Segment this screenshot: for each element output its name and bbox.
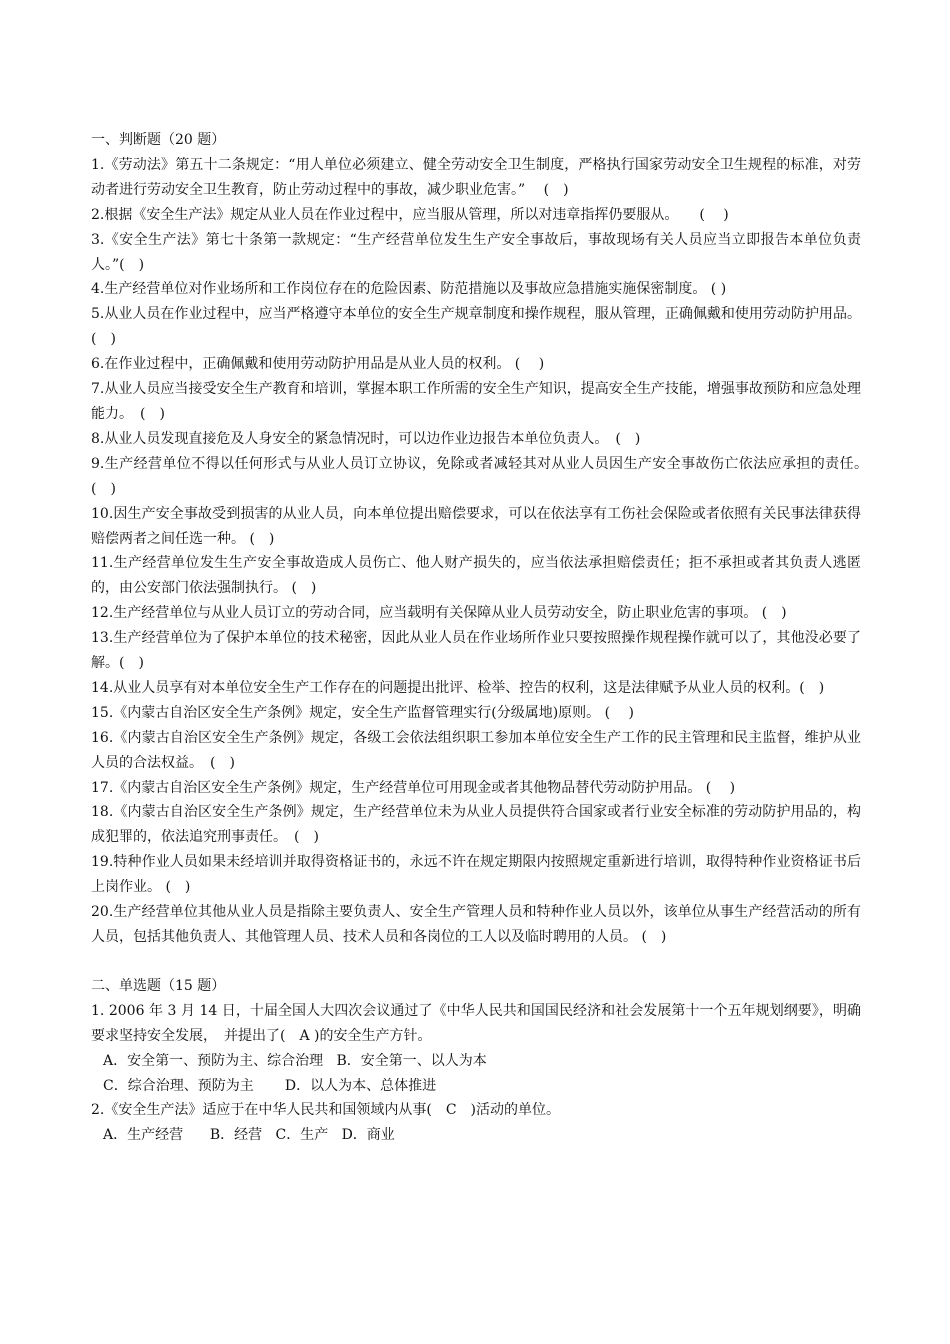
judgment-question-3: 3.《安全生产法》第七十条第一款规定：“生产经营单位发生生产安全事故后，事故现场有关人员应当立即报告本单位负责人。”( ) xyxy=(91,231,861,273)
judgment-question-19: 19.特种作业人员如果未经培训并取得资格证书的，永远不许在规定期限内按照规定重新进行培训，取得特种作业资格证书后上岗作业。 ( ) xyxy=(91,854,861,896)
judgment-question-13: 13.生产经营单位为了保护本单位的技术秘密，因此从业人员在作业场所作业只要按照操作规程操作就可以了，其他没必要了解。( ) xyxy=(91,630,861,672)
single-choice-question-2: 2.《安全生产法》适应于在中华人民共和国领域内从事( C )活动的单位。 xyxy=(91,1102,560,1119)
judgment-question-4: 4.生产经营单位对作业场所和工作岗位存在的危险因素、防范措施以及事故应急措施实施保密制度。 ( ) xyxy=(91,281,727,298)
option-a: A．生产经营 xyxy=(103,1127,184,1144)
single-choice-question-1-options-row-1 xyxy=(91,1049,861,1074)
option-b: B．经营 xyxy=(209,1127,263,1144)
judgment-question-18: 18.《内蒙古自治区安全生产条例》规定，生产经营单位未为从业人员提供符合国家或者行业安全标准的劳动防护用品的，构成犯罪的，依法追究刑事责任。 ( ) xyxy=(91,804,861,846)
option-d: D．商业 xyxy=(341,1127,395,1144)
single-choice-question-2-options-row-1 xyxy=(91,1123,861,1148)
judgment-question-8: 8.从业人员发现直接危及人身安全的紧急情况时，可以边作业边报告本单位负责人。 ( ) xyxy=(91,430,641,447)
judgment-question-5: 5.从业人员在作业过程中，应当严格遵守本单位的安全生产规章制度和操作规程，服从管理，正确佩戴和使用劳动防护用品。 ( ) xyxy=(91,306,861,348)
judgment-question-10: 10.因生产安全事故受到损害的从业人员，向本单位提出赔偿要求，可以在依法享有工伤社会保险或者依照有关民事法律获得赔偿两者之间任选一种。 ( ) xyxy=(91,505,861,547)
judgment-question-6: 6.在作业过程中，正确佩戴和使用劳动防护用品是从业人员的权利。 ( ) xyxy=(91,356,545,373)
section-title-judgment: 一、判断题（20 题） xyxy=(91,132,226,148)
judgment-question-12: 12.生产经营单位与从业人员订立的劳动合同，应当载明有关保障从业人员劳动安全，防止职业危害的事项。 ( ) xyxy=(91,605,787,622)
judgment-question-1: 1.《劳动法》第五十二条规定：“用人单位必须建立、健全劳动安全卫生制度，严格执行国家劳动安全卫生规程的标准，对劳动者进行劳动安全卫生教育，防止劳动过程中的事故，减少职业危害。” ( ) xyxy=(91,156,861,198)
section-spacer xyxy=(91,950,861,974)
judgment-question-15: 15.《内蒙古自治区安全生产条例》规定，安全生产监督管理实行(分级属地)原则。 ( ) xyxy=(91,704,635,721)
judgment-question-9: 9.生产经营单位不得以任何形式与从业人员订立协议，免除或者减轻其对从业人员因生产安全事故伤亡依法应承担的责任。 ( ) xyxy=(91,455,875,497)
document-content xyxy=(91,128,875,1148)
judgment-question-2: 2.根据《安全生产法》规定从业人员在作业过程中，应当服从管理，所以对违章指挥仍要服从。 ( ) xyxy=(91,206,729,223)
single-choice-question-1-options-row-2 xyxy=(91,1074,861,1099)
option-b: B．安全第一、以人为本 xyxy=(336,1052,487,1069)
judgment-question-16: 16.《内蒙古自治区安全生产条例》规定，各级工会依法组织职工参加本单位安全生产工作的民主管理和民主监督，维护从业人员的合法权益。 ( ) xyxy=(91,729,861,771)
section-title-single-choice: 二、单选题（15 题） xyxy=(91,977,226,994)
judgment-question-20: 20.生产经营单位其他从业人员是指除主要负责人、安全生产管理人员和特种作业人员以外，该单位从事生产经营活动的所有人员，包括其他负责人、其他管理人员、技术人员和各岗位的工人以及临时聘用的人员。 ( ) xyxy=(91,904,861,945)
option-d: D．以人为本、总体推进 xyxy=(284,1077,437,1094)
option-c: C．生产 xyxy=(275,1127,329,1144)
judgment-question-17: 17.《内蒙古自治区安全生产条例》规定，生产经营单位可用现金或者其他物品替代劳动防护用品。 ( ) xyxy=(91,779,736,796)
judgment-question-14: 14.从业人员享有对本单位安全生产工作存在的问题提出批评、检举、控告的权利，这是法律赋予从业人员的权利。( ) xyxy=(91,679,825,696)
single-choice-question-1: 1. 2006 年 3 月 14 日，十届全国人大四次会议通过了《中华人民共和国国民经济和社会发展第十一个五年规划纲要》，明确要求坚持安全发展， 并提出了( A )的安全生产方针。 xyxy=(91,1002,861,1044)
judgment-question-11: 11.生产经营单位发生生产安全事故造成人员伤亡、他人财产损失的，应当依法承担赔偿责任；拒不承担或者其负责人逃匿的，由公安部门依法强制执行。 ( ) xyxy=(91,555,861,597)
judgment-question-7: 7.从业人员应当接受安全生产教育和培训，掌握本职工作所需的安全生产知识，提高安全生产技能，增强事故预防和应急处理能力。 ( ) xyxy=(91,381,861,422)
option-a: A．安全第一、预防为主、综合治理 xyxy=(103,1052,324,1069)
option-c: C．综合治理、预防为主 xyxy=(103,1077,254,1094)
